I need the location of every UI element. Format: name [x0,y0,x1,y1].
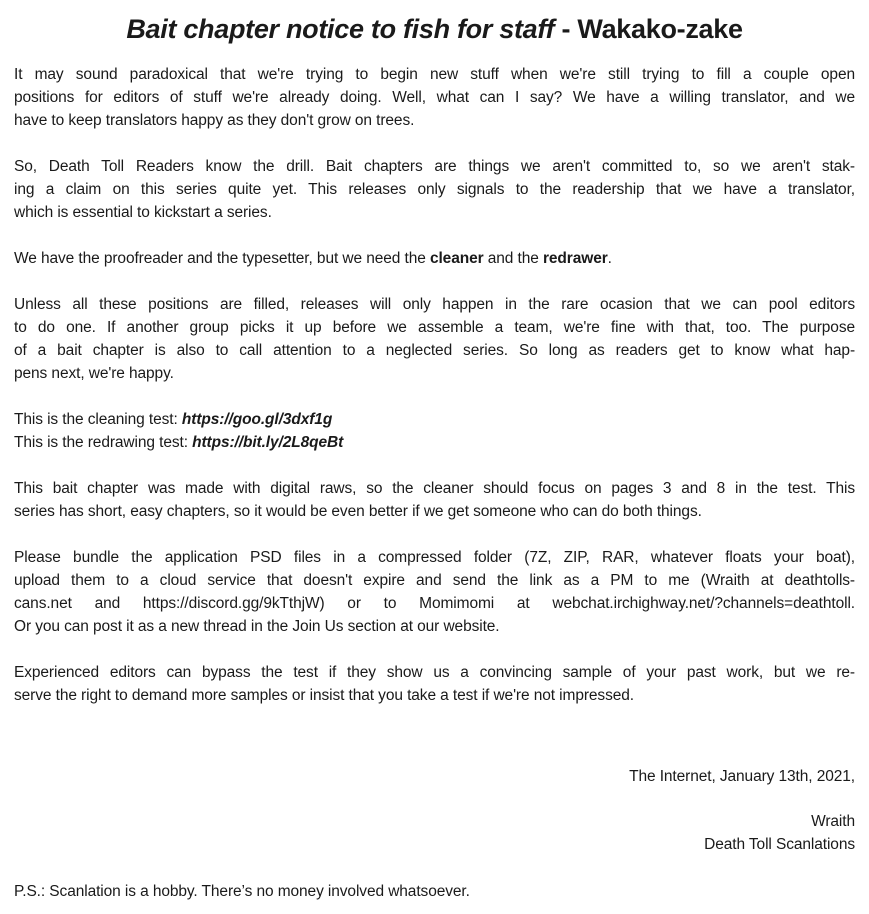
signature-group: Death Toll Scanlations [704,836,855,853]
paragraph-line [14,408,855,431]
page-title-series-notice: Bait chapter notice to fish for staff [126,14,555,44]
notice-body [14,63,855,707]
paragraph-line [14,500,855,523]
text-segment: This is the redrawing test: [14,434,193,451]
text-segment: and the [483,250,543,267]
paragraph-line [14,615,855,638]
page-title [14,12,855,46]
paragraph-line [14,684,855,707]
paragraph-line [14,362,855,385]
text-segment: series has short, easy chapters, so it would be even better if we get someone who can do both things. [14,503,702,520]
text-segment: Unless all these positions are filled, releases will only happen in the rare ocasion that we can pool editors [14,296,855,313]
paragraph-line [14,293,855,316]
text-segment: . [607,250,612,267]
text-segment: positions for editors of stuff we're already doing. Well, what can I say? We have a willing translator, and we [14,89,855,106]
text-segment: redrawer [542,250,608,267]
paragraph-line [14,86,855,109]
text-segment: ing a claim on this series quite yet. This releases only signals to the readership that we have a translator, [14,181,855,198]
text-segment: to do one. If another group picks it up before we assemble a team, we're fine with that, too. The purpose [14,319,855,336]
signature-name: Wraith [811,813,855,830]
text-segment: cleaner [429,250,484,267]
url-text: https://bit.ly/2L8qeBt [192,434,344,451]
text-segment: Or you can post it as a new thread in the Join Us section at our website. [14,618,500,635]
paragraph-line [14,63,855,86]
signature-block [14,810,855,856]
text-segment: which is essential to kickstart a series. [14,204,272,221]
paragraph [14,247,855,270]
url-text: https://goo.gl/3dxf1g [181,411,333,428]
text-segment: of a bait chapter is also to call attention to a neglected series. So long as readers get to know what hap- [14,342,855,359]
paragraph-line [14,247,855,270]
paragraph-line [14,546,855,569]
page-title-series-name: - Wakako-zake [554,14,743,44]
paragraph-line [14,155,855,178]
text-segment: upload them to a cloud service that doesn't expire and send the link as a PM to me (Wraith at deathtolls- [14,572,855,589]
postscript: P.S.: Scanlation is a hobby. There’s no money involved whatsoever. [14,883,470,900]
paragraph-line [14,339,855,362]
paragraph-line [14,316,855,339]
paragraph [14,477,855,523]
paragraph [14,661,855,707]
paragraph-line [14,661,855,684]
text-segment: This is the cleaning test: [14,411,182,428]
paragraph-line [14,431,855,454]
paragraph [14,293,855,385]
paragraph-line [14,592,855,615]
paragraph [14,408,855,454]
paragraph-line [14,569,855,592]
text-segment: pens next, we're happy. [14,365,174,382]
text-segment: serve the right to demand more samples or insist that you take a test if we're not impressed. [14,687,634,704]
text-segment: So, Death Toll Readers know the drill. Bait chapters are things we aren't committed to, so we aren't stak- [14,158,855,175]
text-segment: Experienced editors can bypass the test if they show us a convincing sample of your past work, but we re- [14,664,855,681]
text-segment: It may sound paradoxical that we're trying to begin new stuff when we're still trying to fill a couple open [14,66,855,83]
paragraph [14,546,855,638]
text-segment: We have the proofreader and the typesetter, but we need the [14,250,430,267]
text-segment: have to keep translators happy as they don't grow on trees. [14,112,415,129]
text-segment: cans.net and https://discord.gg/9kTthjW) or to Momimomi at webchat.irchighway.net/?channels=deathtoll. [14,595,855,612]
paragraph [14,155,855,224]
paragraph-line [14,477,855,500]
paragraph-line [14,178,855,201]
paragraph-line [14,201,855,224]
text-segment: This bait chapter was made with digital raws, so the cleaner should focus on pages 3 and 8 in the test. This [14,480,855,497]
paragraph-line [14,109,855,132]
paragraph [14,63,855,132]
text-segment: Please bundle the application PSD files in a compressed folder (7Z, ZIP, RAR, whatever floats your boat), [14,549,855,566]
dateline: The Internet, January 13th, 2021, [629,768,855,785]
